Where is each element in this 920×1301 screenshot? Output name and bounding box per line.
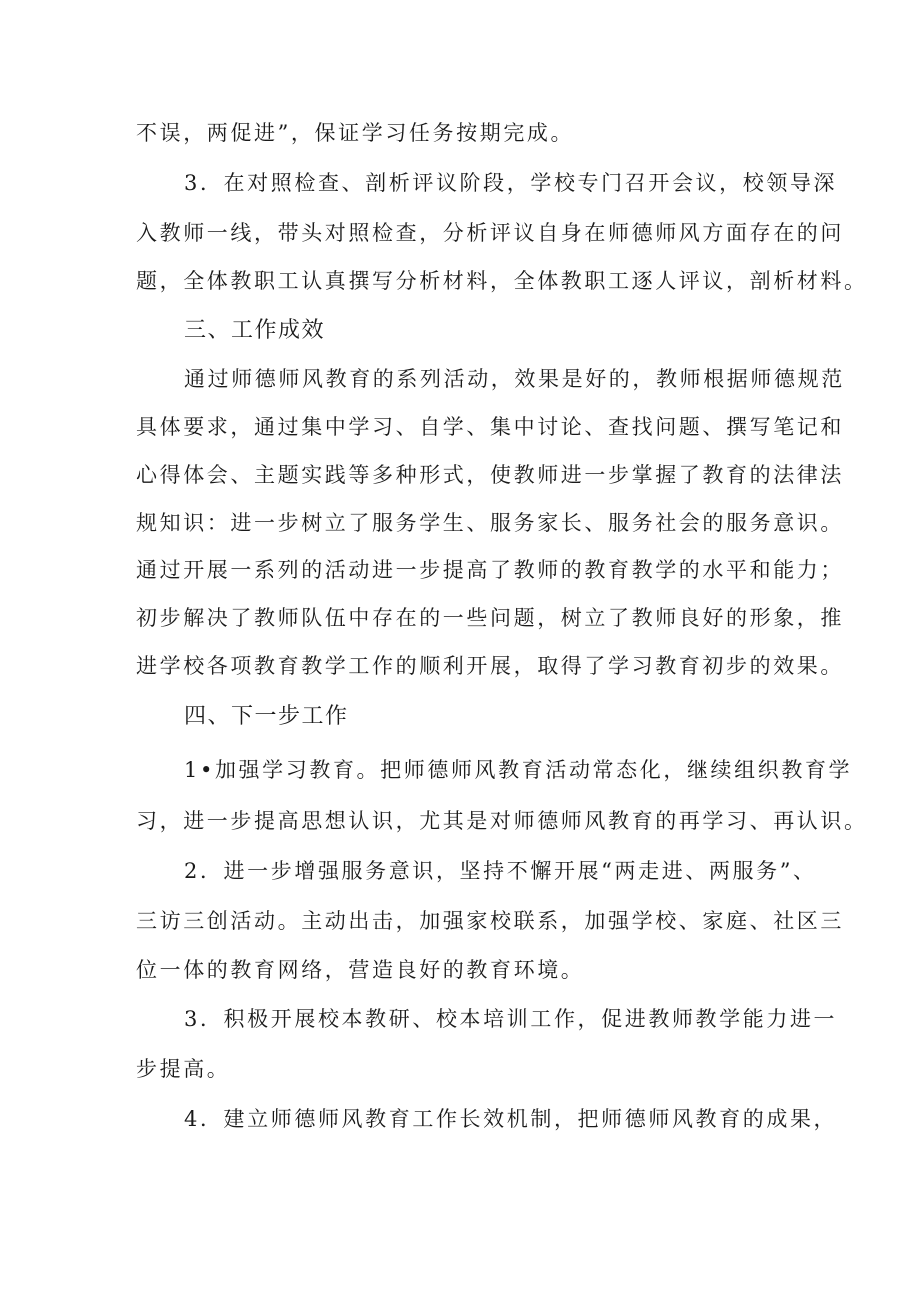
paragraph-line: 4．建立师德师风教育工作长效机制，把师德师风教育的成果，	[184, 1107, 838, 1131]
paragraph-line: 不误，两促进”，保证学习任务按期完成。	[136, 121, 575, 145]
paragraph-line: 3．在对照检查、剖析评议阶段，学校专门召开会议，校领导深	[184, 171, 838, 195]
paragraph-line: 三访三创活动。主动出击，加强家校联系，加强学校、家庭、社区三	[136, 909, 844, 933]
paragraph-line: 习，进一步提高思想认识，尤其是对师德师风教育的再学习、再认识。	[136, 809, 868, 833]
paragraph-line: 通过师德师风教育的系列活动，效果是好的，教师根据师德规范	[184, 367, 845, 391]
paragraph-line: 通过开展一系列的活动进一步提高了教师的教育教学的水平和能力；	[136, 558, 844, 582]
paragraph-line: 位一体的教育网络，营造良好的教育环境。	[136, 958, 585, 982]
paragraph-line: 1•加强学习教育。把师德师风教育活动常态化，继续组织教育学	[184, 758, 853, 782]
section-heading: 四、下一步工作	[184, 704, 349, 729]
paragraph-line: 进学校各项教育教学工作的顺利开展，取得了学习教育初步的效果。	[136, 654, 844, 678]
paragraph-line: 规知识：进一步树立了服务学生、服务家长、服务社会的服务意识。	[136, 511, 844, 535]
paragraph-line: 步提高。	[136, 1057, 231, 1081]
paragraph-line: 心得体会、主题实践等多种形式，使教师进一步掌握了教育的法律法	[136, 463, 844, 487]
section-heading: 三、工作成效	[184, 318, 326, 343]
paragraph-line: 具体要求，通过集中学习、自学、集中讨论、查找问题、撰写笔记和	[136, 415, 844, 439]
paragraph-line: 初步解决了教师队伍中存在的一些问题，树立了教师良好的形象，推	[136, 606, 844, 630]
paragraph-line: 3．积极开展校本教研、校本培训工作，促进教师教学能力进一	[184, 1007, 838, 1031]
paragraph-line: 2．进一步增强服务意识，坚持不懈开展“两走进、两服务”、	[184, 859, 817, 883]
paragraph-line: 题，全体教职工认真撰写分析材料，全体教职工逐人评议，剖析材料。	[136, 269, 868, 293]
paragraph-line: 入教师一线，带头对照检查，分析评议自身在师德师风方面存在的问	[136, 221, 844, 245]
